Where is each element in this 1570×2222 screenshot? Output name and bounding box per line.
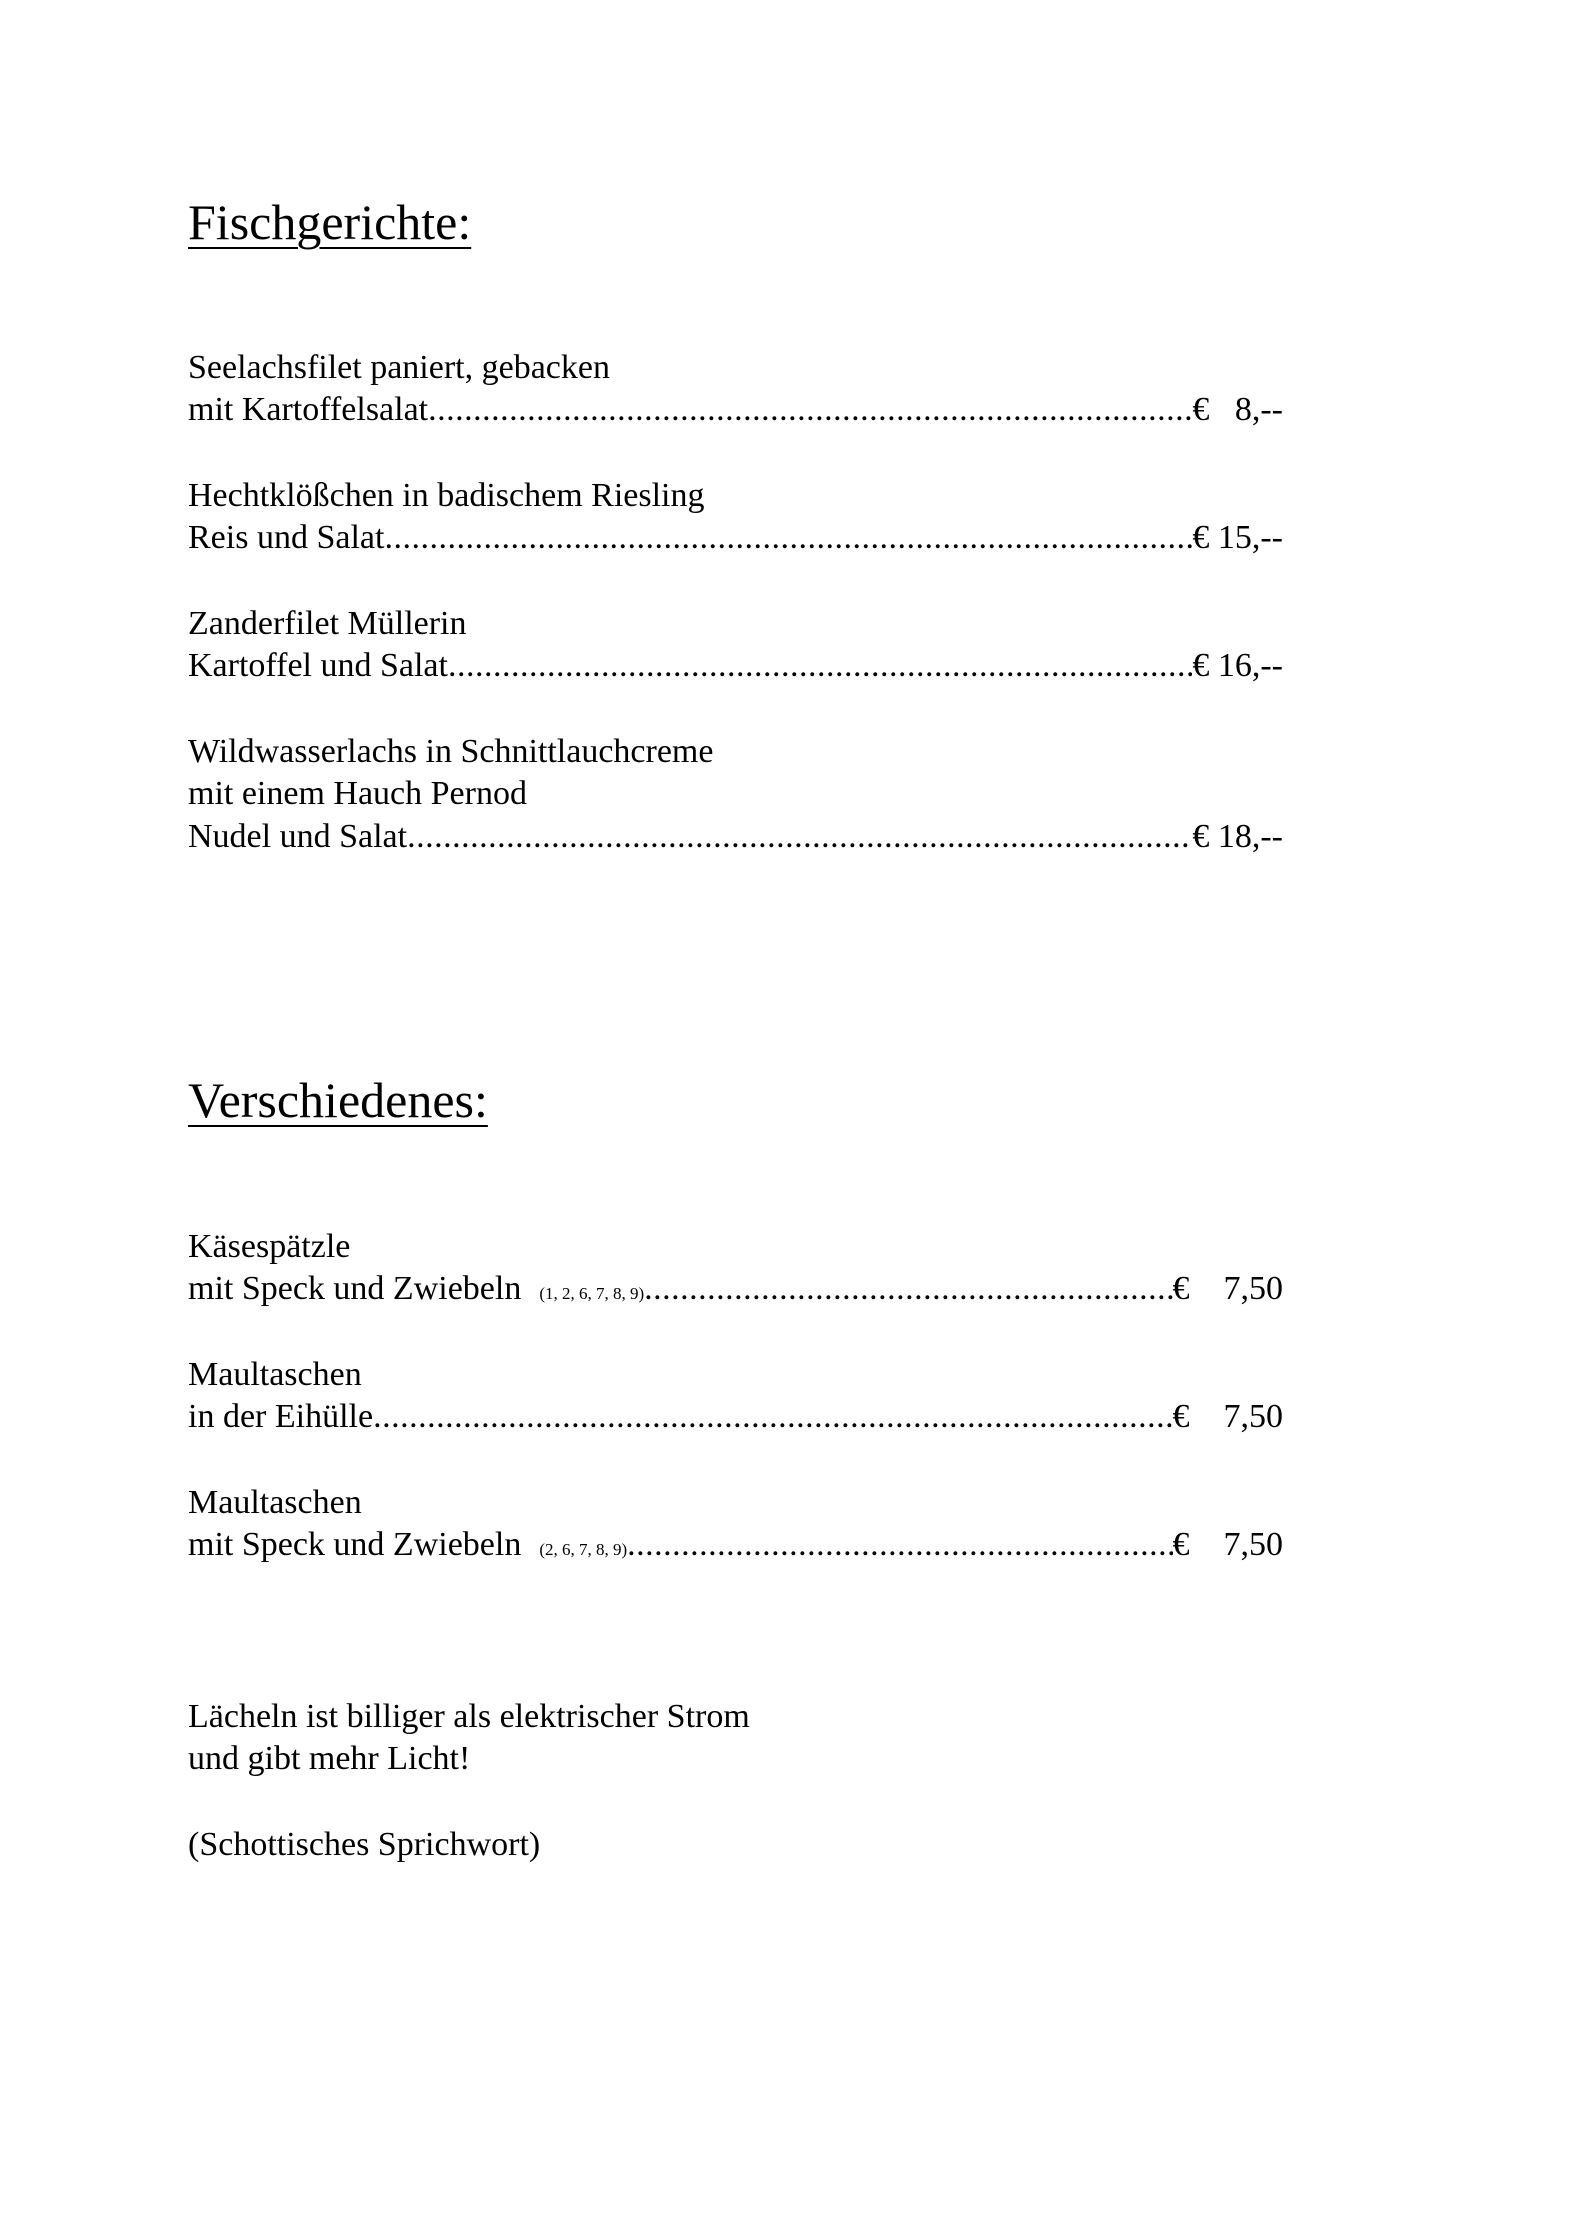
menu-item-line: [188, 1397, 1283, 1437]
dot-leader: [644, 1269, 1172, 1309]
menu-item-line: [188, 1525, 1283, 1570]
item-name: Maultaschen: [188, 1356, 362, 1393]
item-price: € 7,50: [1172, 1270, 1283, 1307]
item-side: Nudel und Salat: [188, 818, 408, 855]
item-price: € 8,--: [1192, 391, 1283, 428]
item-price: € 7,50: [1172, 1526, 1283, 1563]
item-name: Zanderfilet Müllerin: [188, 605, 467, 642]
item-side: Reis und Salat: [188, 519, 385, 556]
quote-line: Lächeln ist billiger als elektrischer Strom: [188, 1698, 750, 1735]
item-side: in der Eihülle: [188, 1398, 374, 1435]
item-side: mit Speck und Zwiebeln: [188, 1526, 522, 1563]
item-name: Wildwasserlachs in Schnittlauchcreme: [188, 733, 714, 770]
item-side: mit Speck und Zwiebeln: [188, 1270, 522, 1307]
dot-leader: [407, 817, 1192, 857]
item-name: Maultaschen: [188, 1484, 362, 1521]
allergen-notes: (2, 6, 7, 8, 9): [539, 1540, 628, 1559]
item-price: € 18,--: [1192, 818, 1283, 855]
item-description: mit einem Hauch Pernod: [188, 775, 527, 812]
menu-item-line: [188, 518, 1283, 558]
menu-item-line: [188, 1269, 1283, 1314]
item-name: Käsespätzle: [188, 1228, 351, 1265]
menu-item-line: [188, 390, 1283, 430]
item-price: € 7,50: [1172, 1398, 1283, 1435]
dot-leader: [384, 518, 1192, 558]
dot-leader: [428, 390, 1192, 430]
item-price: € 15,--: [1192, 519, 1283, 556]
dot-leader: [448, 646, 1192, 686]
dot-leader: [373, 1397, 1172, 1437]
quote-source: (Schottisches Sprichwort): [188, 1826, 541, 1863]
section-title-verschiedenes: Verschiedenes:: [188, 1072, 488, 1128]
menu-item-line: [188, 817, 1283, 857]
quote-line: und gibt mehr Licht!: [188, 1740, 471, 1777]
item-name: Seelachsfilet paniert, gebacken: [188, 349, 610, 386]
dot-leader: [627, 1525, 1172, 1565]
item-price: € 16,--: [1192, 647, 1283, 684]
item-side: mit Kartoffelsalat: [188, 391, 429, 428]
allergen-notes: (1, 2, 6, 7, 8, 9): [539, 1284, 645, 1303]
section-title-fischgerichte: Fischgerichte:: [188, 194, 472, 250]
menu-item-line: [188, 646, 1283, 686]
item-side: Kartoffel und Salat: [188, 647, 448, 684]
item-name: Hechtklößchen in badischem Riesling: [188, 477, 705, 514]
